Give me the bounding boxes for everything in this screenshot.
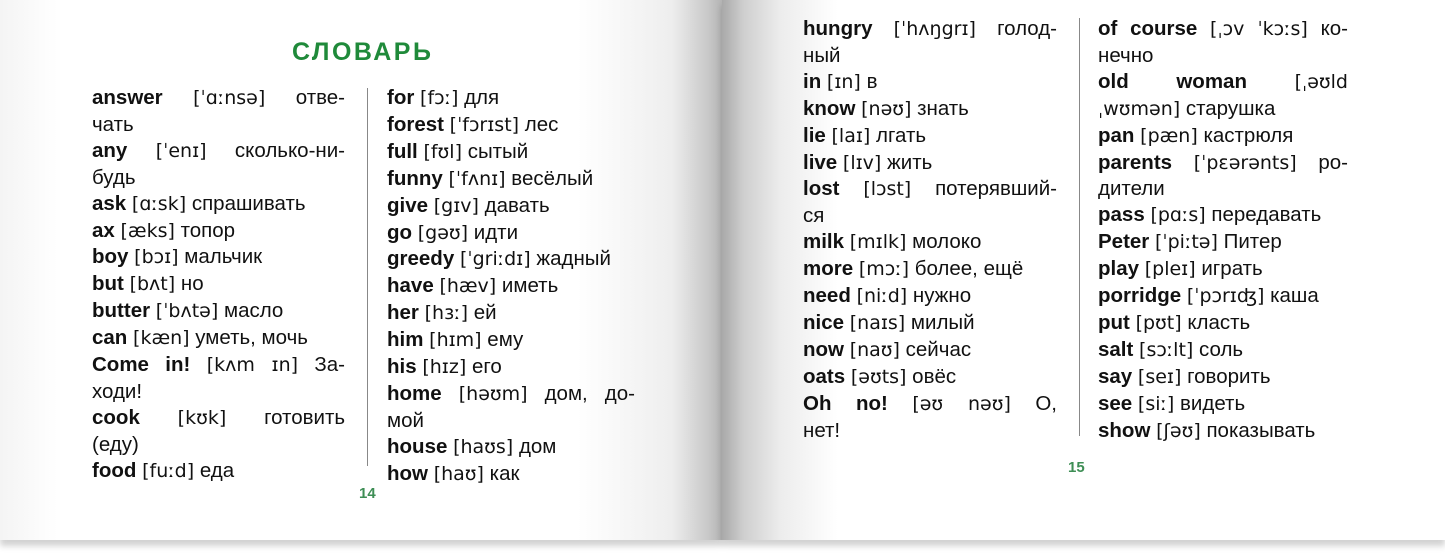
transcription: [ˈgriːdɪ]: [459, 248, 531, 271]
headword: know: [803, 96, 856, 120]
glossary-entry-line: [1098, 256, 1348, 283]
glossary-entry-line: [803, 310, 1057, 337]
transcription: [fʊl]: [423, 140, 462, 163]
headword: in: [803, 69, 822, 93]
translation: голод-: [997, 17, 1058, 40]
headword: funny: [387, 166, 443, 190]
glossary-entry-line: [387, 273, 635, 300]
headword: play: [1098, 257, 1140, 281]
translation: кастрюля: [1203, 123, 1294, 147]
translation: его: [471, 355, 502, 379]
transcription: [lɪv]: [842, 151, 882, 174]
translation: ро-: [1318, 150, 1349, 174]
transcription: [niːd]: [856, 285, 908, 308]
headword: oats: [803, 364, 846, 388]
glossary-entry-line: [1098, 283, 1348, 310]
transcription: [ˈenɪ]: [155, 139, 207, 162]
headword: his: [387, 355, 417, 379]
headword: how: [387, 461, 428, 485]
glossary-entry-line: [92, 298, 345, 325]
glossary-entry-line: [1098, 310, 1348, 337]
glossary-entry-line: [92, 244, 345, 271]
glossary-column-4: [1098, 16, 1348, 445]
glossary-column-1: [92, 85, 345, 485]
glossary-entry-line: [1098, 418, 1348, 445]
translation: мой: [387, 408, 424, 432]
translation: овёс: [912, 364, 957, 388]
headword: boy: [92, 245, 129, 269]
translation: жить: [887, 150, 933, 174]
headword: have: [387, 274, 434, 298]
headword: porridge: [1098, 284, 1182, 308]
headword: ax: [92, 218, 115, 242]
transcription: [sɔːlt]: [1139, 338, 1194, 361]
translation: Питер: [1223, 230, 1282, 254]
headword: more: [803, 257, 854, 281]
translation: За-: [314, 353, 346, 377]
translation: милый: [910, 310, 975, 334]
glossary-entry-line: [1098, 229, 1348, 256]
glossary-entry-line: [803, 69, 1057, 96]
transcription: [pæn]: [1140, 124, 1198, 147]
transcription: [pleɪ]: [1144, 258, 1196, 281]
transcription: [haʊs]: [453, 435, 514, 458]
transcription: [ˈhʌŋgrɪ]: [893, 18, 976, 40]
translation: дители: [1098, 177, 1165, 201]
transcription: [bɔɪ]: [134, 246, 179, 269]
headword: ask: [92, 191, 127, 215]
glossary-entry-line: [1098, 391, 1348, 418]
headword: nice: [803, 310, 845, 334]
transcription: [seɪ]: [1137, 365, 1182, 388]
headword: cook: [92, 405, 140, 429]
headword: for: [387, 86, 415, 109]
headword: can: [92, 326, 128, 350]
glossary-entry-line: [387, 300, 635, 327]
translation: говорить: [1187, 364, 1271, 388]
headword: live: [803, 150, 838, 174]
transcription: [ˈpɔrɪʤ]: [1186, 285, 1265, 308]
left-page: [0, 0, 722, 540]
translation: молоко: [912, 230, 982, 254]
translation: лес: [524, 112, 559, 136]
glossary-entry-line: [387, 408, 635, 434]
glossary-entry-line: [1098, 96, 1348, 123]
transcription: [ˈbʌtə]: [155, 300, 219, 323]
headword: forest: [387, 112, 444, 136]
transcription: [naʊ]: [849, 338, 900, 361]
glossary-entry-line: [1098, 202, 1348, 229]
translation: передавать: [1211, 203, 1322, 227]
translation: сытый: [467, 139, 529, 163]
glossary-entry-line: [92, 352, 345, 379]
translation: играть: [1201, 257, 1263, 281]
glossary-column-2: [387, 85, 635, 488]
page-number-left: 14: [359, 485, 376, 502]
translation: старушка: [1185, 96, 1276, 120]
translation: ей: [473, 301, 497, 325]
glossary-entry-line: [1098, 337, 1348, 364]
transcription: [kʌm ɪn]: [206, 354, 299, 377]
translation: весёлый: [511, 166, 594, 190]
translation: будь: [92, 165, 136, 189]
translation: но: [180, 272, 204, 296]
transcription: [hɪz]: [422, 356, 467, 379]
glossary-entry-line: [387, 139, 635, 166]
glossary-entry-line: [387, 112, 635, 139]
headword: home: [387, 381, 442, 405]
headword: hungry: [803, 17, 873, 40]
translation: еда: [199, 458, 235, 482]
glossary-entry-line: [92, 112, 345, 138]
transcription: [pʊt]: [1135, 311, 1182, 334]
transcription: [hæv]: [439, 275, 497, 298]
translation: нечно: [1098, 43, 1154, 67]
headword: him: [387, 328, 424, 352]
translation: лгать: [876, 123, 927, 147]
glossary-entry-line: [1098, 364, 1348, 391]
headword: Peter: [1098, 230, 1150, 254]
glossary-entry-line: [387, 246, 635, 273]
translation: дом, до-: [544, 381, 635, 405]
transcription: [ˈfɔrɪst]: [449, 113, 520, 136]
transcription: [ˈɑːnsə]: [193, 87, 266, 109]
transcription: [fɔː]: [420, 87, 459, 109]
glossary-entry-line: [92, 458, 345, 485]
headword: need: [803, 284, 851, 308]
glossary-entry-line: [387, 193, 635, 220]
glossary-entry-line: [803, 150, 1057, 177]
transcription: [həʊm]: [458, 382, 528, 405]
glossary-entry-line: [92, 191, 345, 218]
headword: house: [387, 434, 448, 458]
transcription: [əʊ nəʊ]: [912, 392, 1011, 415]
headword: give: [387, 193, 429, 217]
translation: знать: [917, 96, 969, 120]
glossary-entry-line: [387, 354, 635, 381]
headword: milk: [803, 230, 845, 254]
transcription: [ɪn]: [826, 70, 861, 93]
translation: отве-: [295, 86, 345, 109]
transcription: [fuːd]: [142, 459, 195, 482]
headword: say: [1098, 364, 1133, 388]
translation: готовить: [264, 405, 346, 429]
transcription: [hɜː]: [424, 302, 468, 325]
translation: потерявший-: [935, 177, 1058, 201]
translation: мальчик: [184, 245, 263, 269]
glossary-entry-line: [803, 229, 1057, 256]
transcription: [kʊk]: [177, 406, 227, 429]
translation: как: [489, 461, 520, 485]
transcription: [ˈpɛərənts]: [1193, 151, 1297, 174]
glossary-entry-line: [92, 432, 345, 458]
glossary-entry-line: [803, 43, 1057, 69]
page-title: СЛОВАРЬ: [292, 38, 434, 66]
headword: Oh no!: [803, 391, 888, 415]
glossary-entry-line: [803, 123, 1057, 150]
glossary-entry-line: [387, 327, 635, 354]
transcription: [gɪv]: [433, 194, 479, 217]
headword: go: [387, 220, 413, 244]
headword: show: [1098, 418, 1151, 442]
transcription: [gəʊ]: [417, 221, 469, 244]
transcription: [mɪlk]: [849, 231, 907, 254]
headword: parents: [1098, 150, 1173, 174]
transcription: [nəʊ]: [861, 97, 912, 120]
transcription: [ˌɔv ˈkɔːs]: [1210, 18, 1308, 40]
translation: каша: [1270, 284, 1319, 308]
transcription: [laɪ]: [831, 124, 871, 147]
glossary-entry-line: [92, 165, 345, 191]
transcription: [siː]: [1137, 392, 1175, 415]
glossary-entry-line: [387, 220, 635, 247]
transcription: [haʊ]: [433, 462, 484, 485]
translation: иметь: [501, 274, 559, 298]
translation: класть: [1187, 310, 1251, 334]
glossary-entry-line: [1098, 123, 1348, 150]
translation: уметь, мочь: [195, 326, 308, 350]
translation: ся: [803, 204, 825, 228]
headword: pan: [1098, 123, 1135, 147]
glossary-entry-line: [387, 434, 635, 461]
glossary-entry-line: [803, 337, 1057, 364]
glossary-entry-line: [92, 271, 345, 298]
transcription: [ˈfʌnɪ]: [448, 167, 506, 190]
headword: greedy: [387, 247, 455, 271]
transcription: [ɑːsk]: [131, 192, 187, 215]
transcription: [naɪs]: [849, 311, 906, 334]
transcription: [lɔst]: [863, 178, 912, 201]
translation: ный: [803, 43, 841, 67]
glossary-entry-line: [1098, 43, 1348, 69]
glossary-entry-line: [92, 379, 345, 405]
transcription: [əʊts]: [850, 365, 907, 388]
headword: butter: [92, 299, 151, 323]
transcription: [kæn]: [133, 327, 190, 350]
headword: any: [92, 138, 128, 162]
headword: answer: [92, 86, 163, 109]
glossary-entry-line: [92, 218, 345, 245]
headword: see: [1098, 391, 1133, 415]
translation: сейчас: [905, 337, 972, 361]
headword: put: [1098, 310, 1130, 334]
page-number-right: 15: [1068, 459, 1085, 476]
transcription: [æks]: [120, 219, 175, 242]
glossary-entry-line: [803, 283, 1057, 310]
translation: ему: [487, 328, 524, 352]
right-page: [722, 0, 1445, 540]
translation: (еду): [92, 432, 139, 456]
glossary-entry-line: [803, 418, 1057, 444]
headword: old woman: [1098, 69, 1247, 93]
glossary-entry-line: [803, 96, 1057, 123]
glossary-entry-line: [387, 166, 635, 193]
headword: salt: [1098, 337, 1134, 361]
headword: lost: [803, 177, 840, 201]
transcription: [mɔː]: [858, 258, 910, 281]
translation: сколько-ни-: [234, 138, 345, 162]
translation: видеть: [1180, 391, 1246, 415]
translation: спрашивать: [191, 191, 306, 215]
translation: нет!: [803, 418, 841, 442]
headword: of course: [1098, 17, 1198, 40]
translation: соль: [1199, 337, 1244, 361]
headword: lie: [803, 123, 826, 147]
translation: ко-: [1320, 17, 1348, 40]
column-divider: [1079, 18, 1080, 436]
glossary-entry-line: [1098, 16, 1348, 43]
glossary-entry-line: [92, 325, 345, 352]
transcription: [hɪm]: [429, 329, 482, 352]
glossary-entry-line: [1098, 176, 1348, 202]
translation: в: [866, 69, 878, 93]
glossary-entry-line: [387, 85, 635, 112]
translation: давать: [484, 193, 550, 217]
translation: показывать: [1206, 418, 1316, 442]
headword: but: [92, 272, 124, 296]
translation: топор: [180, 218, 236, 242]
headword: food: [92, 458, 137, 482]
glossary-column-3: [803, 16, 1057, 444]
transcription: [bʌt]: [129, 273, 176, 296]
glossary-entry-line: [92, 138, 345, 165]
glossary-entry-line: [803, 176, 1057, 203]
column-divider: [367, 88, 368, 466]
transcription: [ˈpiːtə]: [1154, 231, 1218, 254]
glossary-entry-line: [803, 16, 1057, 43]
transcription: [pɑːs]: [1150, 204, 1206, 227]
glossary-entry-line: [803, 364, 1057, 391]
glossary-entry-line: [803, 256, 1057, 283]
transcription: ˌwʊmən]: [1098, 97, 1181, 120]
headword: full: [387, 139, 418, 163]
translation: дом: [518, 434, 557, 458]
headword: now: [803, 337, 844, 361]
glossary-entry-line: [92, 405, 345, 432]
glossary-entry-line: [803, 203, 1057, 229]
translation: для: [464, 86, 500, 109]
headword: her: [387, 301, 419, 325]
translation: идти: [473, 220, 519, 244]
transcription: [ʃəʊ]: [1156, 419, 1201, 442]
glossary-entry-line: [1098, 69, 1348, 96]
translation: жадный: [536, 247, 611, 271]
glossary-entry-line: [1098, 150, 1348, 177]
translation: более, ещё: [914, 257, 1024, 281]
translation: О,: [1035, 391, 1057, 415]
glossary-entry-line: [387, 461, 635, 488]
translation: масло: [223, 299, 284, 323]
transcription: [ˌəʊld: [1294, 70, 1348, 93]
translation: нужно: [912, 284, 972, 308]
headword: pass: [1098, 203, 1145, 227]
headword: Come in!: [92, 353, 191, 377]
glossary-entry-line: [387, 381, 635, 408]
glossary-entry-line: [92, 85, 345, 112]
translation: ходи!: [92, 379, 143, 403]
glossary-entry-line: [803, 391, 1057, 418]
translation: чать: [92, 112, 134, 136]
